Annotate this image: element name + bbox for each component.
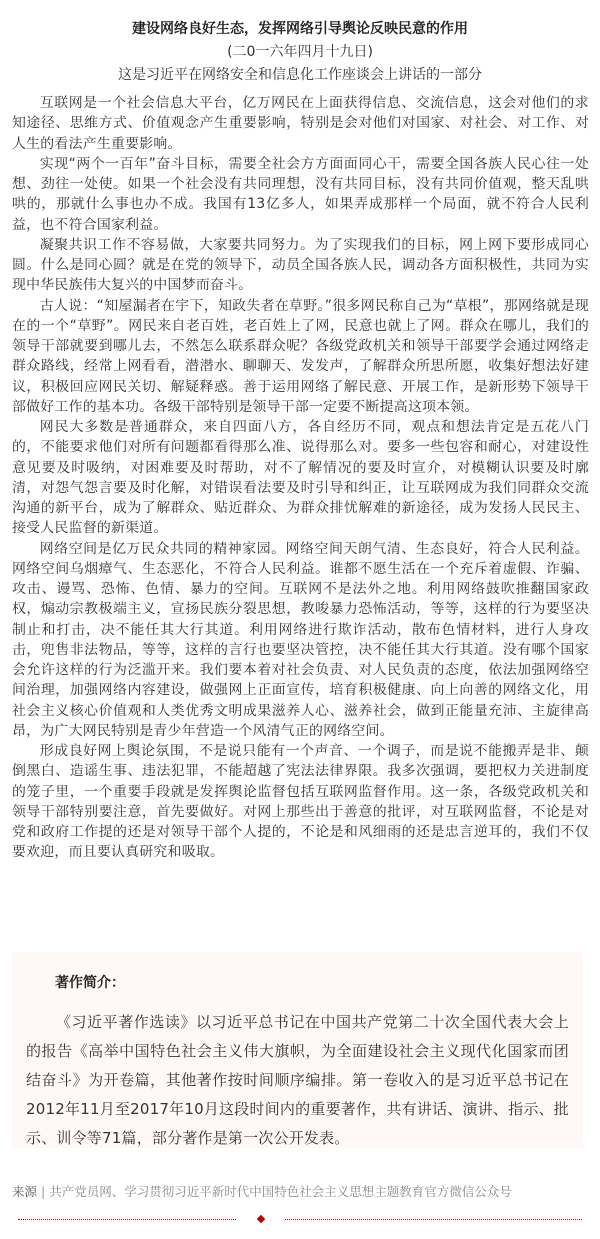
book-intro-title: 著作简介： xyxy=(55,975,125,991)
paragraph: 古人说：“知屋漏者在宇下，知政失者在草野。”很多网民称自己为“草根”，那网络就是现在的一个“草野”。网民来自老百姓，老百姓上了网，民意也就上了网。群众在哪儿，我们的领导干部就要到哪儿去，不然怎么联系群众呢？各级党政机关和领导干部要学会通过网络走群众路线，经常上网看看，潜潜水、聊聊天、发发声，了解群众所思所愿，收集好想法好建议，积极回应网民关切、解疑释惑。善于运用网络了解民意、开展工作，是新形势下领导干部做好工作的基本功。各级干部特别是领导干部一定要不断提高这项本领。 xyxy=(12,297,589,415)
article-date: (二0一六年四月十九日) xyxy=(227,44,373,60)
article-title: 建设网络良好生态，发挥网络引导舆论反映民意的作用 xyxy=(132,21,468,37)
paragraph: 形成良好网上舆论氛围，不是说只能有一个声音、一个调子，而是说不能搬弄是非、颠倒黑白、造谣生事、违法犯罪，不能超越了宪法法律界限。我多次强调，要把权力关进制度的笼子里，一个重要手段就是发挥舆论监督包括互联网监督作用。这一条，各级党政机关和领导干部特别要注意，首先要做好。对网上那些出于善意的批评，对互联网监督，不论是对党和政府工作提的还是对领导干部个人提的，不论是和风细雨的还是忠言逆耳的，我们不仅要欢迎，而且要认真研究和吸取。 xyxy=(12,743,589,861)
paragraph: 实现“两个一百年”奋斗目标，需要全社会方方面面同心干，需要全国各族人民心往一处想、劲往一处使。如果一个社会没有共同理想，没有共同目标，没有共同价值观，整天乱哄哄的，那就什么事也办不成。我国有13亿多人，如果弄成那样一个局面，就不符合人民利益，也不符合国家利益。 xyxy=(12,155,589,233)
paragraph: 互联网是一个社会信息大平台，亿万网民在上面获得信息、交流信息，这会对他们的求知途径、思维方式、价值观念产生重要影响，特别是会对他们对国家、对社会、对工作、对人生的看法产生重要影响。 xyxy=(12,95,589,152)
source-label: 来源 xyxy=(12,1184,38,1199)
divider-line-left xyxy=(18,1219,236,1221)
book-intro-text: 《习近平著作选读》以习近平总书记在中国共产党第二十次全国代表大会上的报告《高举中国特色社会主义伟大旗帜，为全面建设社会主义现代化国家而团结奋斗》为开卷篇，其他著作按时间顺序编排。第一卷收入的是习近平总书记在2012年11月至2017年10月这段时间内的重要著作，共有讲话、演讲、指示、批示、训令等71篇，部分著作是第一次公开发表。 xyxy=(26,1013,569,1147)
book-intro-box xyxy=(12,952,583,1148)
source-text: 共产党员网、学习贯彻习近平新时代中国特色社会主义思想主题教育官方微信公众号 xyxy=(49,1184,512,1199)
paragraph: 网民大多数是普通群众，来自四面八方，各自经历不同，观点和想法肯定是五花八门的，不能要求他们对所有问题都看得那么准、说得那么对。要多一些包容和耐心，对建设性意见要及时吸纳，对困难要及时帮助，对不了解情况的要及时宣介，对模糊认识要及时廓清，对怨气怨言要及时化解，对错误看法要及时引导和纠正，让互联网成为我们同群众交流沟通的新平台，成为了解群众、贴近群众、为群众排忧解难的新途径，成为发扬人民民主、接受人民监督的新渠道。 xyxy=(12,419,589,537)
paragraph: 凝聚共识工作不容易做，大家要共同努力。为了实现我们的目标，网上网下要形成同心圆。什么是同心圆？就是在党的领导下，动员全国各族人民，调动各方面积极性，共同为实现中华民族伟大复兴的中国梦而奋斗。 xyxy=(12,236,589,294)
article-header xyxy=(0,0,600,87)
source-separator: | xyxy=(41,1184,46,1199)
article-subtitle: 这是习近平在网络安全和信息化工作座谈会上讲话的一部分 xyxy=(118,67,482,83)
footer-divider xyxy=(18,1215,582,1225)
divider-line-right xyxy=(285,1219,582,1221)
diamond-icon xyxy=(257,1215,265,1223)
source-line xyxy=(12,1183,512,1201)
paragraph: 网络空间是亿万民众共同的精神家园。网络空间天朗气清、生态良好，符合人民利益。网络空间乌烟瘴气、生态恶化，不符合人民利益。谁都不愿生活在一个充斥着虚假、诈骗、攻击、谩骂、恐怖、色情、暴力的空间。互联网不是法外之地。利用网络鼓吹推翻国家政权，煽动宗教极端主义，宣扬民族分裂思想，教唆暴力恐怖活动，等等，这样的行为要坚决制止和打击，决不能任其大行其道。利用网络进行欺诈活动，散布色情材料，进行人身攻击，兜售非法物品，等等，这样的言行也要坚决管控，决不能任其大行其道。没有哪个国家会允许这样的行为泛滥开来。我们要本着对社会负责、对人民负责的态度，依法加强网络空间治理，加强网络内容建设，做强网上正面宣传，培育积极健康、向上向善的网络文化，用社会主义核心价值观和人类优秀文明成果滋养人心、滋养社会，做到正能量充沛、主旋律高昂，为广大网民特别是青少年营造一个风清气正的网络空间。 xyxy=(12,540,589,739)
article-body xyxy=(12,93,589,863)
